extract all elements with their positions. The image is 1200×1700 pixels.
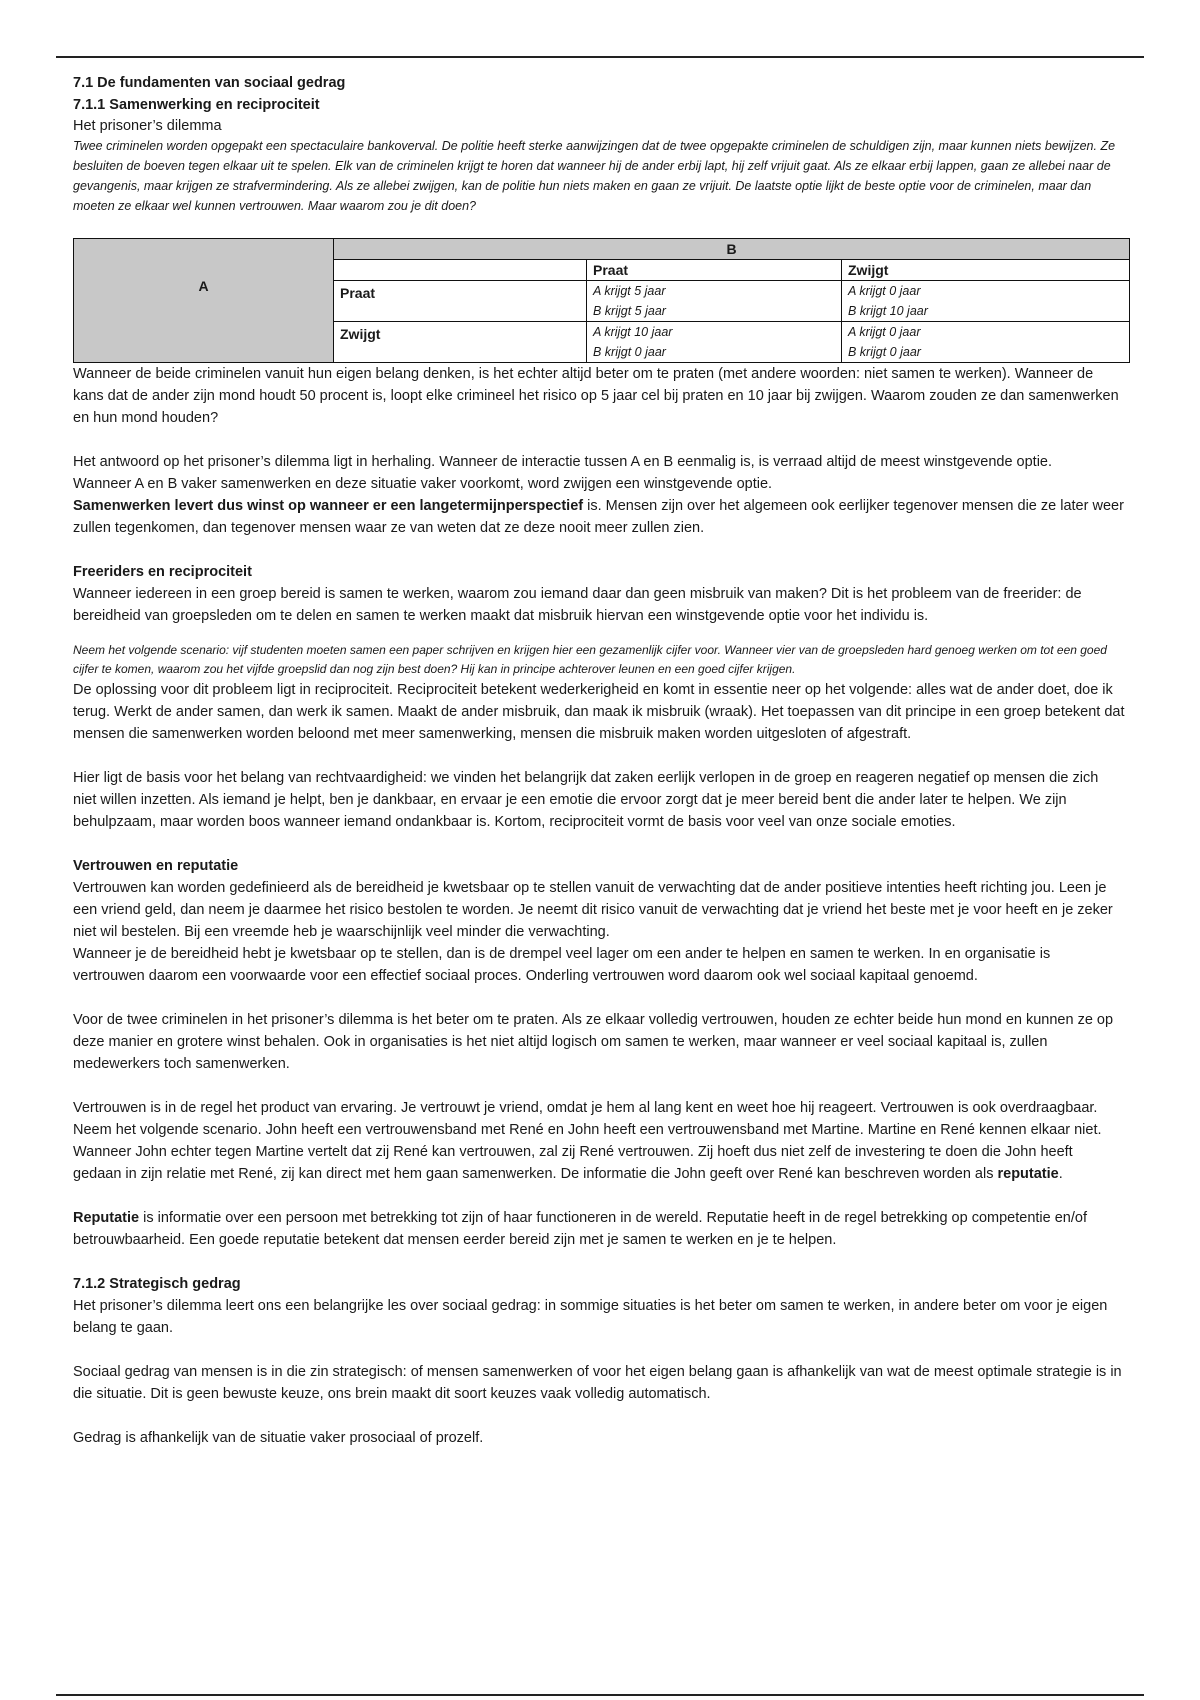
table-empty-cell xyxy=(334,260,587,281)
paragraph-repeated-cooperation: Wanneer A en B vaker samenwerken en deze situatie vaker voorkomt, word zwijgen een winstgevende optie. xyxy=(73,476,773,492)
paragraph-freerider: Wanneer iedereen in een groep bereid is samen te werken, waarom zou iemand daar dan geen misbruik van maken? Dit is het probleem van de freerider: de bereidheid van groepsleden om te delen en samen te werken maakt dat misbruik hiervan een winstgevende optie voor het individu is. xyxy=(73,586,1082,624)
intro-scenario: Twee criminelen worden opgepakt een spectaculaire bankoverval. De politie heeft sterke aanwijzingen dat de twee opgepakte criminelen de schuldigen zijn, maar kunnen niets bewijzen. Ze besluiten de boeven tegen elkaar uit te spelen. Elk van de criminelen krijgt te horen dat wanneer hij de ander erbij lapt, hij zelf vrijuit gaat. Als ze elkaar erbij lappen, gaan ze allebei naar de gevangenis, maar krijgen ze strafvermindering. Als ze allebei zwijgen, kan de politie hun niets maken en gaan ze vrijuit. De laatste optie lijkt de beste optie voor de criminelen, maar dan moeten ze elkaar wel kunnen vertrouwen. Maar waarom zou je dit doen? xyxy=(73,139,1116,213)
cell-line: A krijgt 10 jaar xyxy=(593,325,673,339)
cell-line: B krijgt 0 jaar xyxy=(593,345,666,359)
paragraph-transferable-trust xyxy=(73,1097,1125,1185)
paragraph-social-capital: Wanneer je de bereidheid hebt je kwetsbaar op te stellen, dan is de drempel veel lager om een ander te helpen en samen te werken. In en organisatie is vertrouwen daarom een voorwaarde voor een effectief sociaal proces. Onderling vertrouwen word daarom ook wel sociaal kapitaal genoemd. xyxy=(73,946,1051,984)
cell-line: B krijgt 5 jaar xyxy=(593,304,666,318)
bold-phrase: Samenwerken levert dus winst op wanneer er een langetermijnperspectief xyxy=(73,498,584,514)
paragraph-conclusion: Gedrag is afhankelijk van de situatie vaker prosociaal of prozelf. xyxy=(73,1430,484,1446)
paragraph-reciprocity: De oplossing voor dit probleem ligt in reciprociteit. Reciprociteit betekent wederkerigheid en komt in essentie neer op het volgende: alles wat de ander doet, doe ik terug. Werkt de ander samen, dan werk ik samen. Maakt de ander misbruik, dan maak ik misbruik (wraak). Het toepassen van dit principe in een groep betekent dat mensen die samenwerken worden beloond met meer samenwerking, mensen die misbruik maken worden uitgesloten of afgestraft. xyxy=(73,682,1125,742)
paragraph-lesson: Het prisoner’s dilemma leert ons een belangrijke les over sociaal gedrag: in sommige situaties is het beter om samen te werken, in andere beter om voor je eigen belang te gaan. xyxy=(73,1298,1108,1336)
paragraph-self-interest: Wanneer de beide criminelen vanuit hun eigen belang denken, is het echter altijd beter om te praten (met andere woorden: niet samen te werken). Wanneer de kans dat de ander zijn mond houdt 50 procent is, loopt elke crimineel het risico op 5 jaar cel bij praten en 10 jaar bij zwijgen. Waarom zouden ze dan samenwerken en hun mond houden? xyxy=(73,366,1119,426)
subheading-prisoners-dilemma: Het prisoner’s dilemma xyxy=(73,118,222,134)
cell-praat-praat xyxy=(587,281,842,322)
text-span: . xyxy=(1058,1166,1063,1182)
bold-phrase: Reputatie xyxy=(73,1210,140,1226)
paragraph-trust-definition: Vertrouwen kan worden gedefinieerd als de bereidheid je kwetsbaar op te stellen vanuit de verwachting dat de ander positieve intenties heeft richting jou. Leen je een vriend geld, dan neem je daarmee het risico bestolen te worden. Je neemt dit risico vanuit de verwachting dat je vriend het beste met je voor heeft en je zeker niet wil bestelen. Bij een vreemde heb je waarschijnlijk veel minder die verwachting. xyxy=(73,880,1113,940)
cell-zwijgt-praat xyxy=(587,322,842,363)
text-span: Vertrouwen is in de regel het product van ervaring. Je vertrouwt je vriend, omdat je hem al lang kent en weet hoe hij reageert. Vertrouwen is ook overdraagbaar. Neem het volgende scenario. John heeft een vertrouwensband met René en John heeft een vertrouwensband met Martine. Martine en René kennen elkaar niet. Wanneer John echter tegen Martine vertelt dat zij René kan vertrouwen, zal zij René vertrouwen. Zij hoeft dus niet zelf de investering te doen die John heeft gedaan in zijn relatie met René, zij kan direct met hem gaan samenwerken. De informatie die John geeft over René kan beschreven worden als xyxy=(73,1100,1102,1182)
bold-phrase: reputatie xyxy=(997,1166,1059,1182)
heading-freeriders: Freeriders en reciprociteit xyxy=(73,564,252,580)
paragraph-justice: Hier ligt de basis voor het belang van rechtvaardigheid: we vinden het belangrijk dat zaken eerlijk verlopen in de groep en reageren negatief op mensen die zich niet willen inzetten. Als iemand je helpt, ben je dankbaar, en ervaar je een emotie die ervoor zorgt dat je meer bereid bent die ander later te helpen. We zijn behulpzaam, maar worden boos wanneer iemand ondankbaar is. Kortom, reciprociteit vormt de basis voor veel van onze sociale emoties. xyxy=(73,770,1099,830)
col-header-zwijgt: Zwijgt xyxy=(842,260,1130,281)
text-span: is. Mensen zijn over het algemeen ook eerlijker tegenover mensen die ze later weer zullen tegenkomen, dan tegenover mensen waar ze van weten dat ze deze nooit meer zullen zien. xyxy=(73,498,1124,536)
cell-line: A krijgt 0 jaar xyxy=(848,284,921,298)
cell-line: A krijgt 0 jaar xyxy=(848,325,921,339)
row-header-zwijgt: Zwijgt xyxy=(334,322,587,363)
paragraph-reputation xyxy=(73,1207,1125,1251)
cell-praat-zwijgt xyxy=(842,281,1130,322)
heading-trust: Vertrouwen en reputatie xyxy=(73,858,239,874)
paragraph-criminals-trust: Voor de twee criminelen in het prisoner’s dilemma is het beter om te praten. Als ze elkaar volledig vertrouwen, houden ze echter beide hun mond en kunnen ze op deze manier en grotere winst behalen. Ook in organisaties is het niet altijd logisch om samen te werken, maar wanneer er veel sociaal kapitaal is, zullen medewerkers toch samenwerken. xyxy=(73,1012,1114,1072)
player-b-header: B xyxy=(334,239,1130,260)
row-header-praat: Praat xyxy=(334,281,587,322)
text-span: is informatie over een persoon met betrekking tot zijn of haar functioneren in de wereld. Reputatie heeft in de regel betrekking op competentie en/of betrouwbaarheid. Een goede reputatie betekent dat mensen eerder bereid zijn met je samen te werken en je te helpen. xyxy=(73,1210,1087,1248)
cell-zwijgt-zwijgt xyxy=(842,322,1130,363)
cell-line: B krijgt 0 jaar xyxy=(848,345,921,359)
bottom-rule xyxy=(56,1694,1144,1696)
cell-line: A krijgt 5 jaar xyxy=(593,284,666,298)
cell-line: B krijgt 10 jaar xyxy=(848,304,928,318)
col-header-praat: Praat xyxy=(587,260,842,281)
paragraph-long-term xyxy=(73,495,1125,539)
player-a-header: A xyxy=(74,260,334,363)
paragraph-repetition: Het antwoord op het prisoner’s dilemma ligt in herhaling. Wanneer de interactie tussen A en B eenmalig is, is verraad altijd de meest winstgevende optie. xyxy=(73,454,1053,470)
payoff-table xyxy=(73,238,1130,363)
heading-section: 7.1 De fundamenten van sociaal gedrag xyxy=(73,75,346,91)
heading-subsection: 7.1.1 Samenwerking en reciprociteit xyxy=(73,97,320,113)
top-rule xyxy=(56,56,1144,58)
paragraph-strategic: Sociaal gedrag van mensen is in die zin strategisch: of mensen samenwerken of voor het eigen belang gaan is afhankelijk van wat de meest optimale strategie is in die situatie. Dit is geen bewuste keuze, ons brein maakt dit soort keuzes vaak volledig automatisch. xyxy=(73,1364,1122,1402)
scenario-students: Neem het volgende scenario: vijf studenten moeten samen een paper schrijven en krijgen hier een gezamenlijk cijfer voor. Wanneer vier van de groepsleden hard genoeg werken om tot een goed cijfer te komen, waarom zou het vijfde groepslid dan nog zijn best doen? Hij kan in principe achterover leunen en een goed cijfer krijgen. xyxy=(73,643,1107,676)
document-body xyxy=(73,72,1125,1449)
heading-strategic: 7.1.2 Strategisch gedrag xyxy=(73,1276,241,1292)
table-corner xyxy=(74,239,334,260)
